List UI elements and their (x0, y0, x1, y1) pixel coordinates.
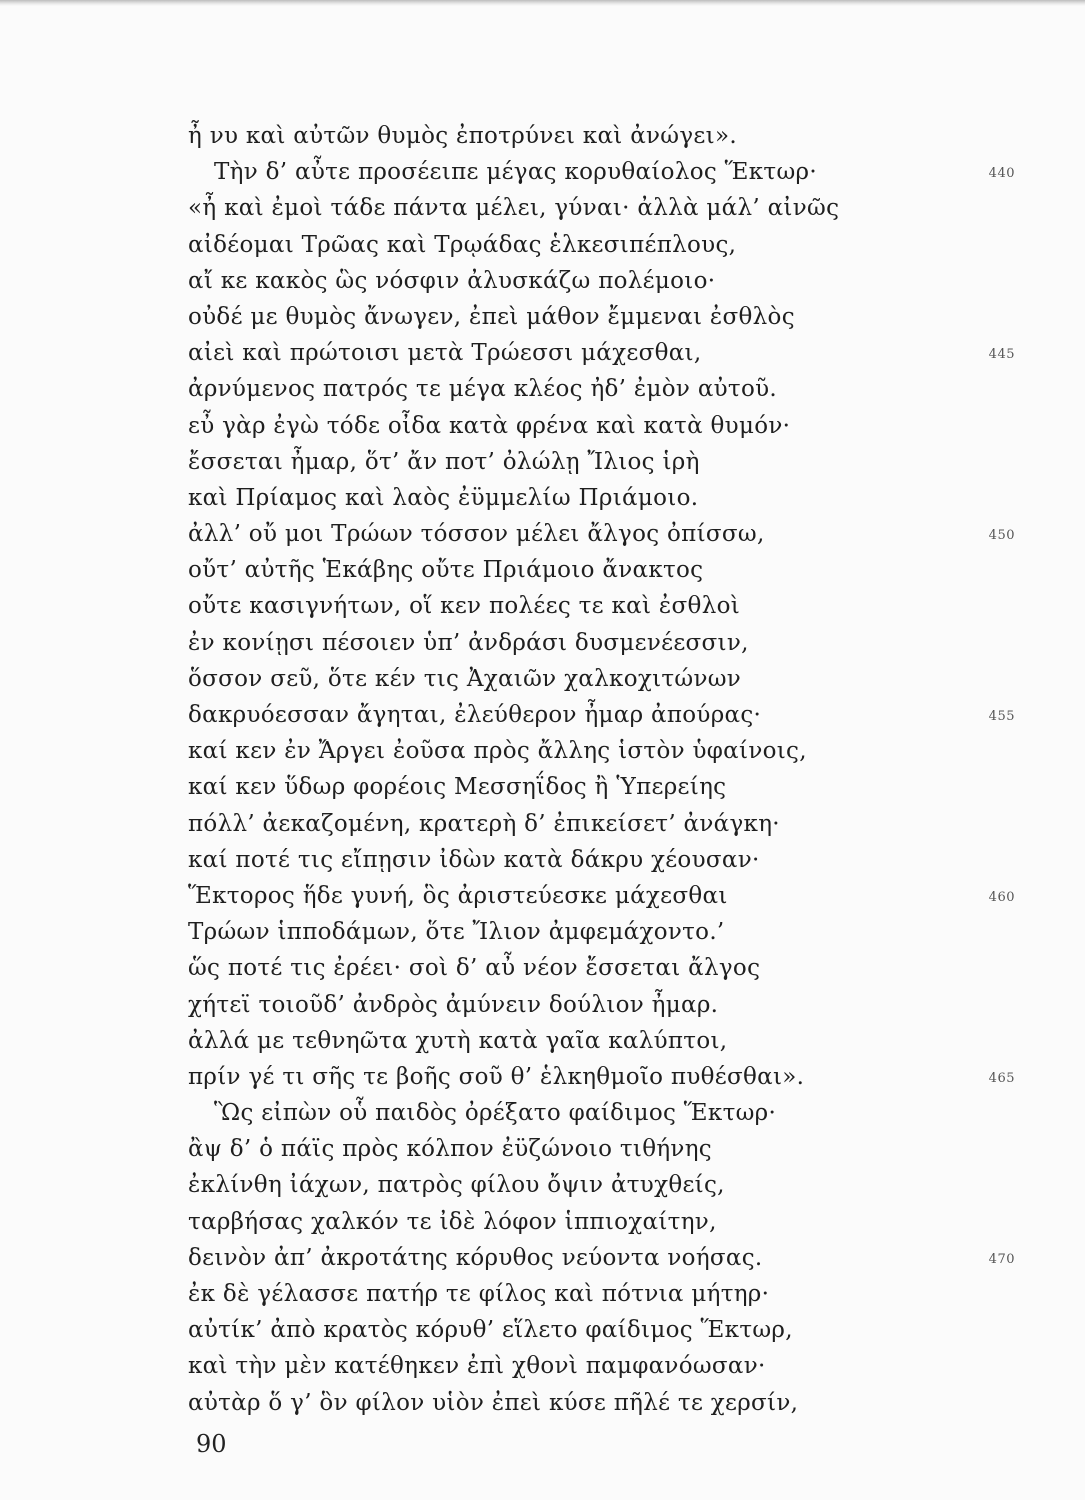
verse-text: ἔσσεται ἦμαρ, ὅτ’ ἄν ποτ’ ὀλώλῃ Ἴλιος ἱρὴ (188, 448, 700, 475)
verse-line (0, 588, 1085, 624)
verse-block (0, 118, 1085, 1421)
verse-line (0, 335, 1085, 371)
verse-text: Ὣς εἰπὼν οὗ παιδὸς ὀρέξατο φαίδιμος Ἕκτωρ· (214, 1100, 777, 1127)
verse-text: ἂψ δ’ ὁ πάϊς πρὸς κόλπον ἐϋζώνοιο τιθήνης (188, 1136, 712, 1163)
verse-line (0, 625, 1085, 661)
verse-text: καί κεν ἐν Ἄργει ἐοῦσα πρὸς ἄλλης ἱστὸν ὑφαίνοις, (188, 738, 807, 765)
page-number: 90 (196, 1430, 227, 1458)
verse-line (0, 371, 1085, 407)
verse-text: ταρβήσας χαλκόν τε ἰδὲ λόφον ἱππιοχαίτην, (188, 1208, 717, 1235)
line-number: 440 (988, 166, 1015, 182)
verse-line (0, 1131, 1085, 1167)
verse-text: καί κεν ὕδωρ φορέοις Μεσσηΐδος ἢ Ὑπερείης (188, 774, 727, 801)
verse-line (0, 1312, 1085, 1348)
verse-text: οὔτ’ αὐτῆς Ἑκάβης οὔτε Πριάμοιο ἄνακτος (188, 557, 704, 584)
verse-text: αἰδέομαι Τρῶας καὶ Τρῳάδας ἑλκεσιπέπλους, (188, 231, 737, 258)
verse-line (0, 806, 1085, 842)
line-number: 460 (988, 889, 1015, 905)
verse-text: ἐκ δὲ γέλασσε πατήρ τε φίλος καὶ πότνια μήτηρ· (188, 1281, 770, 1307)
verse-line (0, 227, 1085, 263)
verse-text: ἐκλίνθη ἰάχων, πατρὸς φίλου ὄψιν ἀτυχθείς, (188, 1172, 725, 1199)
verse-text: αὐτίκ’ ἀπὸ κρατὸς κόρυθ’ εἵλετο φαίδιμος Ἕκτωρ, (188, 1317, 793, 1344)
verse-text: καὶ τὴν μὲν κατέθηκεν ἐπὶ χθονὶ παμφανόωσαν· (188, 1353, 766, 1380)
verse-text: ὥς ποτέ τις ἐρέει· σοὶ δ’ αὖ νέον ἔσσεται ἄλγος (188, 955, 761, 982)
verse-line (0, 552, 1085, 588)
verse-text: πρίν γέ τι σῆς τε βοῆς σοῦ θ’ ἑλκηθμοῖο πυθέσθαι». (188, 1063, 805, 1090)
verse-line (0, 408, 1085, 444)
verse-line (0, 1276, 1085, 1312)
verse-text: αὐτὰρ ὅ γ’ ὃν φίλον υἱὸν ἐπεὶ κύσε πῆλέ τε χερσίν, (188, 1389, 799, 1416)
verse-text: ὅσσον σεῦ, ὅτε κέν τις Ἀχαιῶν χαλκοχιτώνων (188, 665, 742, 692)
verse-line (0, 263, 1085, 299)
line-number: 455 (988, 709, 1015, 724)
verse-text: καὶ Πρίαμος καὶ λαὸς ἐϋμμελίω Πριάμοιο. (188, 484, 699, 511)
line-number: 465 (988, 1070, 1015, 1086)
verse-line (0, 1348, 1085, 1384)
verse-text: αἰεὶ καὶ πρώτοισι μετὰ Τρώεσσι μάχεσθαι, (188, 340, 702, 367)
verse-text: ἀλλ’ οὔ μοι Τρώων τόσσον μέλει ἄλγος ὀπίσσω, (188, 521, 765, 548)
verse-line (0, 697, 1085, 733)
verse-line (0, 914, 1085, 950)
verse-line (0, 1095, 1085, 1131)
verse-line (0, 733, 1085, 769)
verse-text: πόλλ’ ἀεκαζομένη, κρατερὴ δ’ ἐπικείσετ’ ἀνάγκη· (188, 810, 780, 837)
verse-line (0, 480, 1085, 516)
verse-line (0, 118, 1085, 154)
verse-line (0, 661, 1085, 697)
verse-text: «ἦ καὶ ἐμοὶ τάδε πάντα μέλει, γύναι· ἀλλὰ μάλ’ αἰνῶς (188, 195, 840, 222)
verse-line (0, 444, 1085, 480)
verse-line (0, 299, 1085, 335)
verse-line (0, 1023, 1085, 1059)
verse-text: εὖ γὰρ ἐγὼ τόδε οἶδα κατὰ φρένα καὶ κατὰ θυμόν· (188, 412, 791, 439)
verse-line (0, 950, 1085, 986)
verse-line (0, 190, 1085, 226)
verse-line (0, 154, 1085, 190)
verse-line (0, 516, 1085, 552)
verse-text: οὐδέ με θυμὸς ἄνωγεν, ἐπεὶ μάθον ἔμμεναι ἐσθλὸς (188, 303, 795, 330)
verse-line (0, 1240, 1085, 1276)
verse-line (0, 878, 1085, 914)
line-number: 445 (988, 347, 1015, 363)
verse-text: καί ποτέ τις εἴπῃσιν ἰδὼν κατὰ δάκρυ χέουσαν· (188, 846, 760, 873)
verse-text: δακρυόεσσαν ἄγηται, ἐλεύθερον ἦμαρ ἀπούρας· (188, 702, 762, 728)
verse-line (0, 1204, 1085, 1240)
line-number: 450 (988, 528, 1015, 544)
verse-text: ἀρνύμενος πατρός τε μέγα κλέος ἠδ’ ἐμὸν αὐτοῦ. (188, 376, 778, 403)
line-number: 470 (988, 1251, 1015, 1267)
verse-text: Ἕκτορος ἥδε γυνή, ὃς ἀριστεύεσκε μάχεσθαι (188, 882, 728, 909)
verse-line (0, 842, 1085, 878)
verse-text: ἀλλά με τεθνηῶτα χυτὴ κατὰ γαῖα καλύπτοι, (188, 1027, 728, 1054)
verse-line (0, 987, 1085, 1023)
verse-text: χήτεϊ τοιοῦδ’ ἀνδρὸς ἀμύνειν δούλιον ἦμαρ. (188, 991, 719, 1018)
verse-text: δεινὸν ἀπ’ ἀκροτάτης κόρυθος νεύοντα νοήσας. (188, 1244, 763, 1271)
verse-text: οὔτε κασιγνήτων, οἵ κεν πολέες τε καὶ ἐσθλοὶ (188, 593, 741, 620)
verse-line (0, 769, 1085, 805)
verse-line (0, 1059, 1085, 1095)
verse-text: Τὴν δ’ αὖτε προσέειπε μέγας κορυθαίολος Ἕκτωρ· (214, 159, 817, 186)
verse-text: αἴ κε κακὸς ὣς νόσφιν ἀλυσκάζω πολέμοιο· (188, 267, 716, 294)
verse-line (0, 1385, 1085, 1421)
verse-text: ἐν κονίῃσι πέσοιεν ὑπ’ ἀνδράσι δυσμενέεσσιν, (188, 629, 749, 656)
verse-text: Τρώων ἱπποδάμων, ὅτε Ἴλιον ἀμφεμάχοντο.’ (188, 919, 725, 946)
verse-line (0, 1167, 1085, 1203)
verse-text: ἦ νυ καὶ αὐτῶν θυμὸς ἐποτρύνει καὶ ἀνώγει». (188, 123, 737, 149)
